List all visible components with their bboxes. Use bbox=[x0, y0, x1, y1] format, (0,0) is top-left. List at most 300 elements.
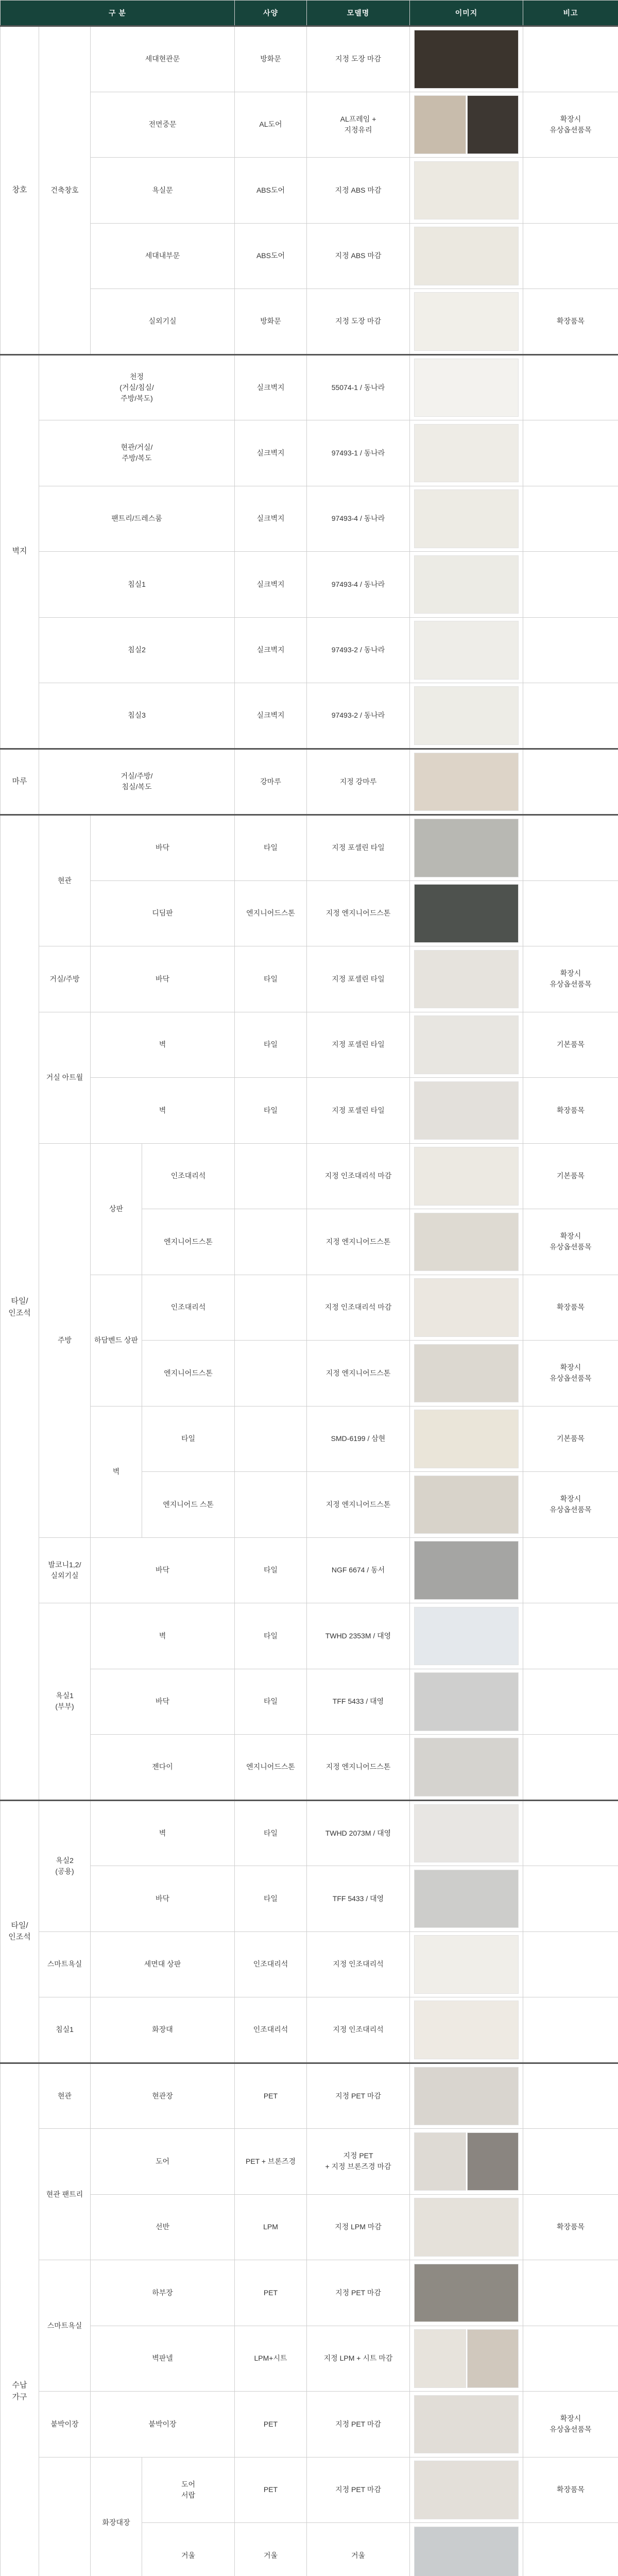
category-cell-level-3: 인조대리석 bbox=[142, 1275, 235, 1341]
material-image-cell bbox=[410, 1669, 523, 1735]
material-swatch bbox=[414, 161, 519, 220]
category-cell-level-2: 벽 bbox=[91, 1012, 235, 1078]
spec-cell: 타일 bbox=[235, 1603, 307, 1669]
material-swatch bbox=[414, 30, 519, 89]
material-image-cell bbox=[410, 1931, 523, 1997]
spec-cell: PET bbox=[235, 2392, 307, 2458]
model-cell: NGF 6674 / 동서 bbox=[307, 1537, 410, 1603]
category-cell-level-1: 침실1 bbox=[39, 1997, 91, 2063]
model-cell: 지정 도장 마감 bbox=[307, 26, 410, 92]
remark-cell bbox=[523, 2129, 618, 2195]
table-row bbox=[1, 1931, 618, 1997]
category-cell-level-1: 현관 팬트리 bbox=[39, 2129, 91, 2260]
model-cell: 지정 인조대리석 bbox=[307, 1997, 410, 2063]
material-image-cell bbox=[410, 486, 523, 552]
material-swatch bbox=[467, 2132, 519, 2191]
material-image-cell bbox=[410, 617, 523, 683]
material-image-cell bbox=[410, 1209, 523, 1275]
spec-cell: 타일 bbox=[235, 946, 307, 1012]
model-cell: 지정 도장 마감 bbox=[307, 289, 410, 355]
remark-cell bbox=[523, 223, 618, 289]
remark-cell: 확장시 유상옵션품목 bbox=[523, 92, 618, 158]
spec-cell: 타일 bbox=[235, 1078, 307, 1144]
category-cell-level-2: 붙박이장 bbox=[91, 2392, 235, 2458]
material-swatch bbox=[414, 424, 519, 483]
spec-cell: 실크벽지 bbox=[235, 486, 307, 552]
spec-cell: 엔지니어드스톤 bbox=[235, 880, 307, 946]
table-row bbox=[1, 749, 618, 815]
material-image-cell bbox=[410, 26, 523, 92]
category-cell-level-2: 화장대 bbox=[91, 1997, 235, 2063]
model-cell: 지정 PET 마감 bbox=[307, 2457, 410, 2523]
material-swatch bbox=[414, 2132, 466, 2191]
table-row bbox=[1, 92, 618, 158]
remark-cell: 확장시 유상옵션품목 bbox=[523, 1472, 618, 1538]
category-cell-level-3: 엔지니어드스톤 bbox=[142, 1209, 235, 1275]
remark-cell: 기본품목 bbox=[523, 1012, 618, 1078]
model-cell: TFF 5433 / 대영 bbox=[307, 1866, 410, 1932]
material-image-cell bbox=[410, 420, 523, 486]
remark-cell bbox=[523, 2063, 618, 2129]
remark-cell: 확장품목 bbox=[523, 1078, 618, 1144]
header-image: 이미지 bbox=[410, 1, 523, 26]
category-cell-level-2: 화장대장 bbox=[91, 2457, 142, 2576]
spec-cell: PET bbox=[235, 2457, 307, 2523]
spec-cell bbox=[235, 1341, 307, 1406]
material-image-cell bbox=[410, 1800, 523, 1866]
remark-cell bbox=[523, 420, 618, 486]
model-cell: 55074-1 / 동나라 bbox=[307, 354, 410, 420]
remark-cell bbox=[523, 158, 618, 224]
spec-cell: 강마루 bbox=[235, 749, 307, 815]
material-image-cell bbox=[410, 1406, 523, 1472]
header-row bbox=[1, 1, 618, 26]
material-image-cell bbox=[410, 1012, 523, 1078]
material-image-cell bbox=[410, 2392, 523, 2458]
model-cell: TWHD 2353M / 대영 bbox=[307, 1603, 410, 1669]
material-swatch bbox=[414, 489, 519, 548]
header-remark: 비고 bbox=[523, 1, 618, 26]
category-cell-level-2: 도어 bbox=[91, 2129, 235, 2195]
section-title-cell: 마루 bbox=[1, 749, 39, 815]
table-row bbox=[1, 683, 618, 749]
spec-cell: 인조대리석 bbox=[235, 1931, 307, 1997]
spec-cell: 실크벽지 bbox=[235, 420, 307, 486]
model-cell: 지정 엔지니어드스톤 bbox=[307, 1209, 410, 1275]
header-spec: 사양 bbox=[235, 1, 307, 26]
material-image-cell bbox=[410, 880, 523, 946]
model-cell: SMD-6199 / 삼현 bbox=[307, 1406, 410, 1472]
category-cell-level-1: 욕실2 (공용) bbox=[39, 1800, 91, 1931]
model-cell: 지정 LPM 마감 bbox=[307, 2194, 410, 2260]
material-swatch bbox=[414, 2329, 466, 2388]
category-cell-level-2: 상판 bbox=[91, 1143, 142, 1275]
category-cell-level-2: 세대내부문 bbox=[91, 223, 235, 289]
material-image-cell bbox=[410, 223, 523, 289]
table-row bbox=[1, 1143, 618, 1209]
category-cell-level-2: 하부장 bbox=[91, 2260, 235, 2326]
remark-cell bbox=[523, 1866, 618, 1932]
spec-cell: LPM+시트 bbox=[235, 2326, 307, 2392]
model-cell: 지정 PET 마감 bbox=[307, 2063, 410, 2129]
model-cell: 지정 포셀린 타일 bbox=[307, 1012, 410, 1078]
remark-cell bbox=[523, 26, 618, 92]
material-swatch bbox=[414, 1804, 519, 1863]
table-row bbox=[1, 552, 618, 618]
category-cell-level-1: 붙박이장 bbox=[39, 2392, 91, 2458]
material-swatch bbox=[414, 2527, 519, 2576]
table-row bbox=[1, 815, 618, 881]
material-image-cell bbox=[410, 354, 523, 420]
table-row bbox=[1, 158, 618, 224]
category-cell-level-1: 팬트리/드레스룸 bbox=[39, 486, 235, 552]
table-row bbox=[1, 420, 618, 486]
category-cell-level-2: 전면중문 bbox=[91, 92, 235, 158]
material-swatch bbox=[467, 2329, 519, 2388]
remark-cell bbox=[523, 2260, 618, 2326]
model-cell: 지정 인조대리석 마감 bbox=[307, 1275, 410, 1341]
material-swatch bbox=[414, 1147, 519, 1206]
remark-cell bbox=[523, 552, 618, 618]
remark-cell bbox=[523, 880, 618, 946]
table-row bbox=[1, 1078, 618, 1144]
category-cell-level-3: 타일 bbox=[142, 1406, 235, 1472]
model-cell: 지정 PET 마감 bbox=[307, 2260, 410, 2326]
model-cell: TWHD 2073M / 대영 bbox=[307, 1800, 410, 1866]
table-row bbox=[1, 880, 618, 946]
material-swatch bbox=[414, 1935, 519, 1994]
model-cell: 지정 엔지니어드스톤 bbox=[307, 1341, 410, 1406]
table-row bbox=[1, 354, 618, 420]
remark-cell: 확장품목 bbox=[523, 2194, 618, 2260]
table-row bbox=[1, 1735, 618, 1801]
category-cell-level-3: 엔지니어드 스톤 bbox=[142, 1472, 235, 1538]
category-cell-level-1: 욕실1 (부부) bbox=[39, 1603, 91, 1801]
material-image-cell bbox=[410, 749, 523, 815]
material-swatch bbox=[414, 2264, 519, 2323]
remark-cell: 확장시 유상옵션품목 bbox=[523, 1209, 618, 1275]
category-cell-level-2: 선반 bbox=[91, 2194, 235, 2260]
material-image-cell bbox=[410, 158, 523, 224]
material-image-cell bbox=[410, 2129, 523, 2195]
category-cell-level-2: 현관장 bbox=[91, 2063, 235, 2129]
remark-cell: 기본품목 bbox=[523, 1143, 618, 1209]
material-image-cell bbox=[410, 1997, 523, 2063]
category-cell-level-2: 바닥 bbox=[91, 946, 235, 1012]
material-image-cell bbox=[410, 2260, 523, 2326]
model-cell: 지정 엔지니어드스톤 bbox=[307, 1472, 410, 1538]
model-cell: 97493-2 / 동나라 bbox=[307, 617, 410, 683]
material-image-cell bbox=[410, 946, 523, 1012]
material-swatch bbox=[414, 819, 519, 877]
remark-cell bbox=[523, 1997, 618, 2063]
remark-cell: 기본품목 bbox=[523, 1406, 618, 1472]
spec-cell: 인조대리석 bbox=[235, 1997, 307, 2063]
remark-cell bbox=[523, 617, 618, 683]
spec-cell bbox=[235, 1275, 307, 1341]
table-row bbox=[1, 2326, 618, 2392]
material-swatch bbox=[414, 1344, 519, 1403]
table-row bbox=[1, 1866, 618, 1932]
spec-cell: 타일 bbox=[235, 1012, 307, 1078]
category-cell-level-2: 벽판넬 bbox=[91, 2326, 235, 2392]
material-swatch bbox=[414, 950, 519, 1009]
material-image-cell bbox=[410, 1275, 523, 1341]
model-cell: 지정 엔지니어드스톤 bbox=[307, 880, 410, 946]
material-swatch bbox=[467, 95, 519, 154]
remark-cell bbox=[523, 1800, 618, 1866]
material-swatch bbox=[414, 2461, 519, 2519]
model-cell: AL프레임 + 지정유리 bbox=[307, 92, 410, 158]
spec-cell bbox=[235, 1406, 307, 1472]
category-cell-level-2: 벽 bbox=[91, 1406, 142, 1537]
category-cell-level-1: 거실/주방/ 침실/복도 bbox=[39, 749, 235, 815]
material-image-cell bbox=[410, 2063, 523, 2129]
model-cell: 97493-1 / 동나라 bbox=[307, 420, 410, 486]
category-cell-level-1: 현관 bbox=[39, 815, 91, 946]
table-row bbox=[1, 2194, 618, 2260]
material-swatch bbox=[414, 292, 519, 351]
category-cell-level-1: 스마트욕실 bbox=[39, 1931, 91, 1997]
material-swatch bbox=[414, 227, 519, 285]
spec-cell: 방화문 bbox=[235, 289, 307, 355]
remark-cell: 확장시 유상옵션품목 bbox=[523, 946, 618, 1012]
model-cell: 지정 ABS 마감 bbox=[307, 158, 410, 224]
section-title-cell: 수납 가구 bbox=[1, 2063, 39, 2576]
category-cell-level-1: 현관 bbox=[39, 2063, 91, 2129]
model-cell: 지정 인조대리석 bbox=[307, 1931, 410, 1997]
category-cell-level-1: 스마트욕실 bbox=[39, 2260, 91, 2392]
table-row bbox=[1, 2457, 618, 2523]
spec-cell: 실크벽지 bbox=[235, 683, 307, 749]
material-image-cell bbox=[410, 2523, 523, 2576]
spec-cell bbox=[235, 1143, 307, 1209]
spec-cell: PET + 브론즈경 bbox=[235, 2129, 307, 2195]
remark-cell bbox=[523, 1537, 618, 1603]
spec-cell: 타일 bbox=[235, 1537, 307, 1603]
remark-cell: 확장시 유상옵션품목 bbox=[523, 1341, 618, 1406]
model-cell: 지정 엔지니어드스톤 bbox=[307, 1735, 410, 1801]
remark-cell bbox=[523, 683, 618, 749]
material-swatch bbox=[414, 2067, 519, 2126]
spec-cell: 타일 bbox=[235, 1800, 307, 1866]
category-cell-level-3: 도어 서랍 bbox=[142, 2457, 235, 2523]
spec-cell: PET bbox=[235, 2260, 307, 2326]
material-swatch bbox=[414, 884, 519, 943]
category-cell-level-2: 벽 bbox=[91, 1078, 235, 1144]
category-cell-level-2: 하담벤드 상판 bbox=[91, 1275, 142, 1406]
remark-cell bbox=[523, 486, 618, 552]
model-cell: 지정 포셀린 타일 bbox=[307, 1078, 410, 1144]
remark-cell bbox=[523, 354, 618, 420]
category-cell-level-1: 침실3 bbox=[39, 683, 235, 749]
table-row bbox=[1, 1275, 618, 1341]
model-cell: TFF 5433 / 대영 bbox=[307, 1669, 410, 1735]
table-row bbox=[1, 1406, 618, 1472]
category-cell-level-1: 현관/거실/ 주방/복도 bbox=[39, 420, 235, 486]
material-swatch bbox=[414, 2198, 519, 2257]
category-cell-level-1: 발코니1,2/ 실외기실 bbox=[39, 1537, 91, 1603]
category-cell-level-2: 젠다이 bbox=[91, 1735, 235, 1801]
material-swatch bbox=[414, 1541, 519, 1600]
remark-cell bbox=[523, 2523, 618, 2576]
material-swatch bbox=[414, 1015, 519, 1074]
table-row bbox=[1, 1800, 618, 1866]
table-body bbox=[1, 26, 618, 2576]
material-image-cell bbox=[410, 815, 523, 881]
category-cell-level-1: 거실 아트월 bbox=[39, 1012, 91, 1143]
remark-cell bbox=[523, 2326, 618, 2392]
material-swatch bbox=[414, 95, 466, 154]
material-swatch bbox=[414, 2001, 519, 2059]
table-row bbox=[1, 2129, 618, 2195]
material-swatch bbox=[414, 753, 519, 811]
table-row bbox=[1, 2260, 618, 2326]
model-cell: 지정 PET + 지정 브론즈경 마감 bbox=[307, 2129, 410, 2195]
spec-cell: PET bbox=[235, 2063, 307, 2129]
model-cell: 지정 LPM + 시트 마감 bbox=[307, 2326, 410, 2392]
table-row bbox=[1, 1603, 618, 1669]
header-category: 구 분 bbox=[1, 1, 235, 26]
table-row bbox=[1, 2063, 618, 2129]
section-title-cell: 타일/ 인조석 bbox=[1, 815, 39, 1801]
section-title-cell: 벽지 bbox=[1, 354, 39, 749]
table-row bbox=[1, 2392, 618, 2458]
category-cell-level-2: 바닥 bbox=[91, 815, 235, 881]
material-swatch bbox=[414, 1213, 519, 1272]
material-swatch bbox=[414, 1607, 519, 1666]
category-cell-level-2: 바닥 bbox=[91, 1866, 235, 1932]
spec-cell: 타일 bbox=[235, 1669, 307, 1735]
category-cell-level-3: 거울 bbox=[142, 2523, 235, 2576]
category-cell-level-1: 건축창호 bbox=[39, 26, 91, 355]
material-image-cell bbox=[410, 289, 523, 355]
table-row bbox=[1, 1537, 618, 1603]
spec-cell: 방화문 bbox=[235, 26, 307, 92]
header-model: 모델명 bbox=[307, 1, 410, 26]
section-title-cell: 타일/ 인조석 bbox=[1, 1800, 39, 2063]
category-cell-level-2: 실외기실 bbox=[91, 289, 235, 355]
category-cell-level-2: 디딤판 bbox=[91, 880, 235, 946]
material-swatch bbox=[414, 1278, 519, 1337]
model-cell: 97493-4 / 동나라 bbox=[307, 552, 410, 618]
category-cell-level-1: 침실2 bbox=[39, 617, 235, 683]
table-row bbox=[1, 486, 618, 552]
spec-cell: AL도어 bbox=[235, 92, 307, 158]
material-swatch bbox=[414, 1672, 519, 1731]
remark-cell bbox=[523, 1931, 618, 1997]
model-cell: 지정 포셀린 타일 bbox=[307, 815, 410, 881]
category-cell-level-2: 벽 bbox=[91, 1800, 235, 1866]
remark-cell: 확장품목 bbox=[523, 289, 618, 355]
remark-cell: 확장시 유상옵션품목 bbox=[523, 2392, 618, 2458]
spec-cell bbox=[235, 1209, 307, 1275]
material-swatch bbox=[414, 1081, 519, 1140]
table-row bbox=[1, 946, 618, 1012]
spec-cell: 엔지니어드스톤 bbox=[235, 1735, 307, 1801]
category-cell-level-1: 침실1 bbox=[39, 552, 235, 618]
material-image-cell bbox=[410, 1735, 523, 1801]
spec-cell: 타일 bbox=[235, 815, 307, 881]
category-cell-level-2: 세면대 상판 bbox=[91, 1931, 235, 1997]
material-image-cell bbox=[410, 552, 523, 618]
table-row bbox=[1, 289, 618, 355]
model-cell: 97493-2 / 동나라 bbox=[307, 683, 410, 749]
material-image-cell bbox=[410, 2326, 523, 2392]
material-image-cell bbox=[410, 683, 523, 749]
material-swatch bbox=[414, 1870, 519, 1928]
material-swatch bbox=[414, 1410, 519, 1468]
remark-cell: 확장품목 bbox=[523, 2457, 618, 2523]
spec-cell: LPM bbox=[235, 2194, 307, 2260]
model-cell: 지정 ABS 마감 bbox=[307, 223, 410, 289]
model-cell: 거울 bbox=[307, 2523, 410, 2576]
section-title-cell: 창호 bbox=[1, 26, 39, 355]
spec-cell: 실크벽지 bbox=[235, 617, 307, 683]
category-cell-level-1: 거실/주방 bbox=[39, 946, 91, 1012]
spec-cell bbox=[235, 1472, 307, 1538]
material-swatch bbox=[414, 1738, 519, 1797]
material-image-cell bbox=[410, 2194, 523, 2260]
category-cell-level-2: 벽 bbox=[91, 1603, 235, 1669]
spec-cell: 실크벽지 bbox=[235, 552, 307, 618]
spec-cell: ABS도어 bbox=[235, 223, 307, 289]
spec-cell: 실크벽지 bbox=[235, 354, 307, 420]
table-row bbox=[1, 617, 618, 683]
remark-cell: 확장품목 bbox=[523, 1275, 618, 1341]
spec-cell: 타일 bbox=[235, 1866, 307, 1932]
material-image-cell bbox=[410, 1472, 523, 1538]
table-row bbox=[1, 26, 618, 92]
material-image-cell bbox=[410, 1078, 523, 1144]
material-image-cell bbox=[410, 1537, 523, 1603]
material-swatch bbox=[414, 555, 519, 614]
material-image-cell bbox=[410, 92, 523, 158]
material-swatch bbox=[414, 686, 519, 745]
category-cell-level-3: 인조대리석 bbox=[142, 1143, 235, 1209]
remark-cell bbox=[523, 1735, 618, 1801]
category-cell-level-2: 바닥 bbox=[91, 1537, 235, 1603]
spec-cell: ABS도어 bbox=[235, 158, 307, 224]
category-cell-level-1: 천정 (거실/침실/ 주방/복도) bbox=[39, 354, 235, 420]
model-cell: 지정 PET 마감 bbox=[307, 2392, 410, 2458]
material-swatch bbox=[414, 1476, 519, 1534]
category-cell-level-1 bbox=[39, 2457, 91, 2576]
material-image-cell bbox=[410, 1341, 523, 1406]
spec-cell: 거울 bbox=[235, 2523, 307, 2576]
model-cell: 97493-4 / 동나라 bbox=[307, 486, 410, 552]
category-cell-level-2: 욕실문 bbox=[91, 158, 235, 224]
remark-cell bbox=[523, 815, 618, 881]
material-swatch bbox=[414, 621, 519, 680]
category-cell-level-3: 엔지니어드스톤 bbox=[142, 1341, 235, 1406]
material-image-cell bbox=[410, 2457, 523, 2523]
material-image-cell bbox=[410, 1866, 523, 1932]
remark-cell bbox=[523, 749, 618, 815]
model-cell: 지정 포셀린 타일 bbox=[307, 946, 410, 1012]
category-cell-level-1: 주방 bbox=[39, 1143, 91, 1537]
model-cell: 지정 인조대리석 마감 bbox=[307, 1143, 410, 1209]
table-row bbox=[1, 223, 618, 289]
table-row bbox=[1, 1669, 618, 1735]
category-cell-level-2: 세대현관문 bbox=[91, 26, 235, 92]
material-swatch bbox=[414, 2395, 519, 2454]
table-row bbox=[1, 1012, 618, 1078]
material-image-cell bbox=[410, 1143, 523, 1209]
category-cell-level-2: 바닥 bbox=[91, 1669, 235, 1735]
model-cell: 지정 강마루 bbox=[307, 749, 410, 815]
material-image-cell bbox=[410, 1603, 523, 1669]
